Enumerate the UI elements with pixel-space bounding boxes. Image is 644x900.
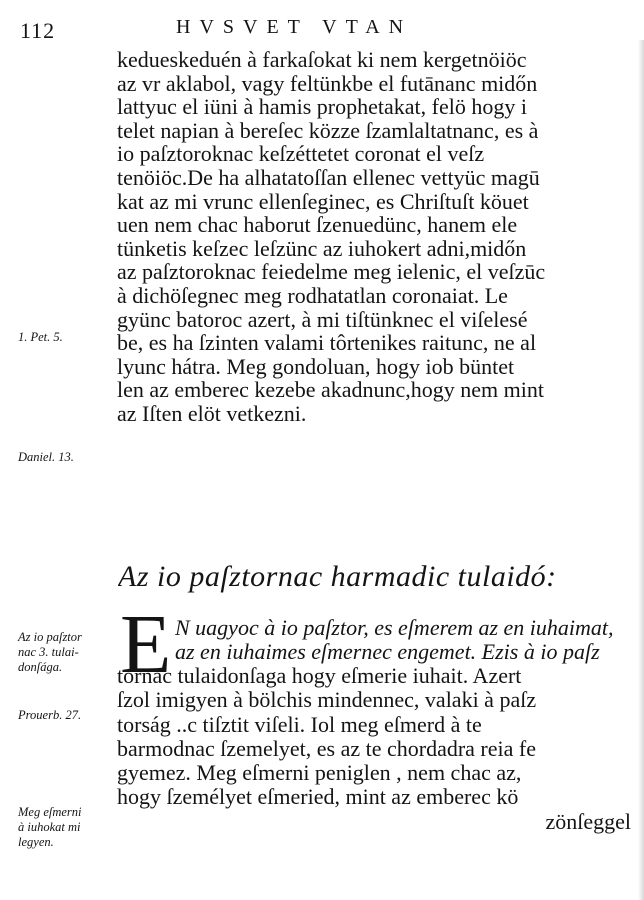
margin-note-line: Prouerb. 27. (18, 708, 82, 722)
margin-note-line: Az io paſztor (18, 630, 82, 644)
paragraph-2 (117, 664, 637, 834)
margin-note-knowing (18, 805, 118, 850)
text-line: tünketis keſzec leſzünc az iuhokert adni,midőn (117, 235, 527, 261)
text-line: tenöiöc.De ha alhatatoſſan ellenec vettyüc magū (117, 164, 540, 190)
margin-note-line: legyen. (18, 835, 54, 849)
margin-note-attribute (18, 630, 118, 675)
text-line: az Iſten elöt vetkezni. (117, 400, 307, 426)
text-line: az vr aklabol, vagy feltünkbe el futānanc midőn (117, 70, 538, 96)
text-line-catchword: zönſeggel (545, 808, 631, 834)
text-line: io paſztoroknac keſzéttetet coronat el veſz (117, 141, 485, 167)
page-number: 112 (20, 18, 56, 43)
running-title: HVSVET VTAN (176, 16, 413, 38)
text-line: ſzol imigyen à bölchis mindennec, valaki à paſz (117, 687, 537, 713)
text-line: N uagyoc à io paſztor, es eſmerem az en iuhaimat, (175, 616, 614, 640)
paragraph-1 (117, 48, 637, 426)
text-line: lyunc hátra. Meg gondoluan, hogy iob büntet (117, 353, 515, 379)
margin-note-daniel (18, 450, 118, 465)
text-line: lattyuc el iüni à hamis prophetakat, felö hogy i (117, 94, 527, 120)
text-line: barmodnac ſzemelyet, es az te chordadra reia fe (117, 735, 536, 761)
text-line: len az emberec kezebe akadnunc,hogy nem mint (117, 377, 544, 403)
text-line: be, es ha ſzinten valami tôrtenikes raitunc, ne al (117, 330, 537, 356)
text-line: gyünc batoroc azert, à mi tiſtünknec el viſelesé (117, 306, 528, 332)
text-line: kat az mi vrunc ellenſeginec, es Chriſtuſt köuet (117, 188, 529, 214)
text-line: gyemez. Meg eſmerni peniglen , nem chac az, (117, 760, 522, 786)
margin-note-line: nac 3. tulai- (18, 645, 79, 659)
page-edge-shadow (638, 40, 644, 900)
margin-note-line: Daniel. 13. (18, 450, 74, 464)
margin-note-line: Meg eſmerni (18, 805, 82, 819)
text-line: tornac tulaidonſaga hogy eſmerie iuhait. Azert (117, 664, 522, 688)
section-heading: Az io paſztornac harmadic tulaidó: (118, 560, 557, 593)
text-line: az en iuhaimes eſmernec engemet. Ezis à io paſz (175, 639, 600, 664)
paragraph-2-indented (175, 616, 637, 664)
margin-note-line: donſága. (18, 660, 63, 674)
text-line: à dichöſegnec meg rodhatatlan coronaiat. Le (117, 282, 508, 308)
text-line: telet napian à bereſec közze ſzamlaltatnanc, es à (117, 117, 539, 143)
drop-cap: E (120, 598, 172, 691)
margin-note-pet (18, 330, 118, 345)
margin-note-line: 1. Pet. 5. (18, 330, 63, 344)
margin-note-proverbs (18, 708, 118, 723)
text-line: kedueskeduén à farkaſokat ki nem kergetnöiöc (117, 48, 527, 72)
margin-note-line: à iuhokat mi (18, 820, 81, 834)
text-line: hogy ſzemélyet eſmeried, mint az emberec kö (117, 784, 519, 810)
text-line: uen nem chac haborut ſzenuedünc, hanem ele (117, 212, 518, 238)
text-line: az paſztoroknac feiedelme meg ielenic, el veſzūc (117, 259, 546, 285)
text-line: torság ..c tiſztit viſeli. Iol meg eſmerd à te (117, 711, 482, 737)
